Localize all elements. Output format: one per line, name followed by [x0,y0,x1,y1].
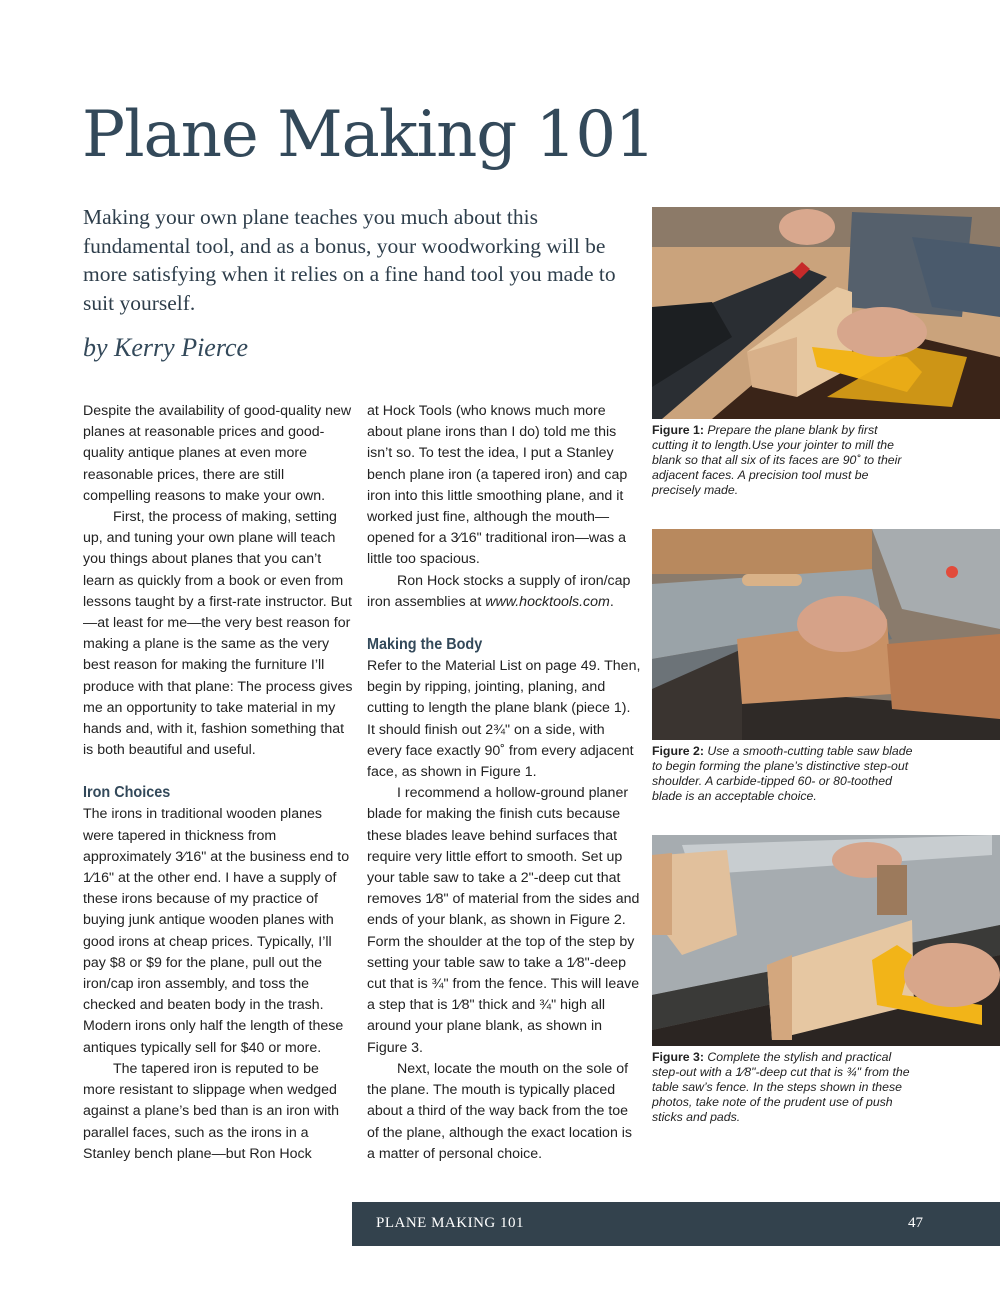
paragraph: Despite the availability of good-quality new planes at reasonable prices and good-quality antique planes at even more reasonable prices, there are still compelling reasons to make your own. [83,403,352,504]
paragraph: at Hock Tools (who knows much more about plane irons than I do) told me this isn’t so. To test the idea, I put a Stanley bench plane iron (a tapered iron) and cap iron into this little smoothing plane, and it worked just fine, although the mouth— opened for a 3⁄16" traditional iron—was a little too spacious. [367,403,628,568]
page-number: 47 [908,1215,923,1231]
figure-3 [652,835,1000,1125]
figure-label: Figure 1: [652,423,704,437]
text-column-1 [83,401,355,1165]
figure-1 [652,207,1000,498]
figure-caption-text: Complete the stylish and practical step-out with a 1⁄8"-deep cut that is ¾" from the table saw’s fence. In the steps shown in these photos, take note of the prudent use of push sticks and pads. [652,1050,910,1124]
figure-2-caption [652,744,914,804]
figure-2-photo [652,529,1000,740]
paragraph: Next, locate the mouth on the sole of the plane. The mouth is typically placed about a third of the way back from the toe of the plane, although the exact location is a matter of personal choice. [367,1060,633,1162]
paragraph: Refer to the Material List on page 49. Then, begin by ripping, jointing, planing, and cutting to length the plane blank (piece 1). It should finish out 2¾" on a side, with every face exactly 90˚ from every adjacent face, as shown in Figure 1. [367,658,641,781]
figure-1-photo [652,207,1000,419]
paragraph: First, the process of making, setting up, and tuning your own plane will teach you things about planes that you can’t learn as quickly from a book or even from lessons taught by a first-rate instructor. But —at least for me—the very best reason for making a plane is the same as the very best reason for making the furniture I’ll produce with that plane: The process gives me an opportunity to take material in my hands and, with it, fashion something that is both beautiful and useful. [83,509,353,759]
figure-caption-text: Use a smooth-cutting table saw blade to begin forming the plane’s distinctive step-out shoulder. A carbide-tipped 60- or 80-toothed blade is an acceptable choice. [652,744,913,803]
jointer-photo-image [652,207,1000,419]
figure-caption-text: Prepare the plane blank by first cutting it to length.Use your jointer to mill the blank so that all six of its faces are 90˚ to their adjacent faces. A precision tool must be precisely made. [652,423,902,497]
table-saw-step-out-photo-image [652,835,1000,1046]
paragraph: I recommend a hollow-ground planer blade for making the finish cuts because these blades leave behind surfaces that require very little effort to smooth. Set up your table saw to take a 2"-deep cut that removes 1⁄8" of material from the sides and ends of your blank, as shown in Figure 2. Form the shoulder at the top of the step by setting your table saw to take a 1⁄8"-deep cut that is ¾" from the fence. This will leave a step that is 1⁄8" thick and ¾" high all around your plane blank, as shown in Figure 3. [367,785,640,1056]
figure-label: Figure 2: [652,744,704,758]
figure-3-photo [652,835,1000,1046]
byline: by Kerry Pierce [83,333,249,362]
paragraph-text: . [609,593,614,610]
hocktools-link[interactable]: www.hocktools.com [485,593,610,610]
section-heading-iron-choices: Iron Choices [83,784,171,802]
footer-section-title: PLANE MAKING 101 [376,1215,524,1231]
text-column-2 [367,401,642,1165]
figure-1-caption [652,423,914,498]
section-heading-making-the-body: Making the Body [367,636,483,654]
page-footer [352,1202,1000,1246]
article-title: Plane Making 101 [82,98,655,172]
figure-label: Figure 3: [652,1050,704,1064]
table-saw-photo-image [652,529,1000,740]
article-deck: Making your own plane teaches you much about this fundamental tool, and as a bonus, your woodworking will be more satisfying when it relies on a fine hand tool you made to suit yourself. [83,205,616,315]
paragraph: The tapered iron is reputed to be more resistant to slippage when wedged against a plane’s bed than is an iron with parallel faces, such as the irons in a Stanley bench plane—but Ron Hock [83,1060,340,1162]
figure-2 [652,529,1000,804]
paragraph [367,571,642,613]
paragraph: The irons in traditional wooden planes were tapered in thickness from approximately 3⁄16" at the business end to 1⁄16" at the other end. I have a supply of these irons because of my practice of buying junk antique wooden planes with good irons at cheap prices. Typically, I’ll pay $8 or $9 for the plane, pull out the iron/cap iron assembly, and toss the checked and beaten body in the trash. Modern irons only half the length of these antiques typically sell for $40 or more. [83,806,350,1056]
paragraph-text: Ron Hock stocks a supply of iron/cap iron assemblies at [367,572,631,610]
figure-3-caption [652,1050,914,1125]
